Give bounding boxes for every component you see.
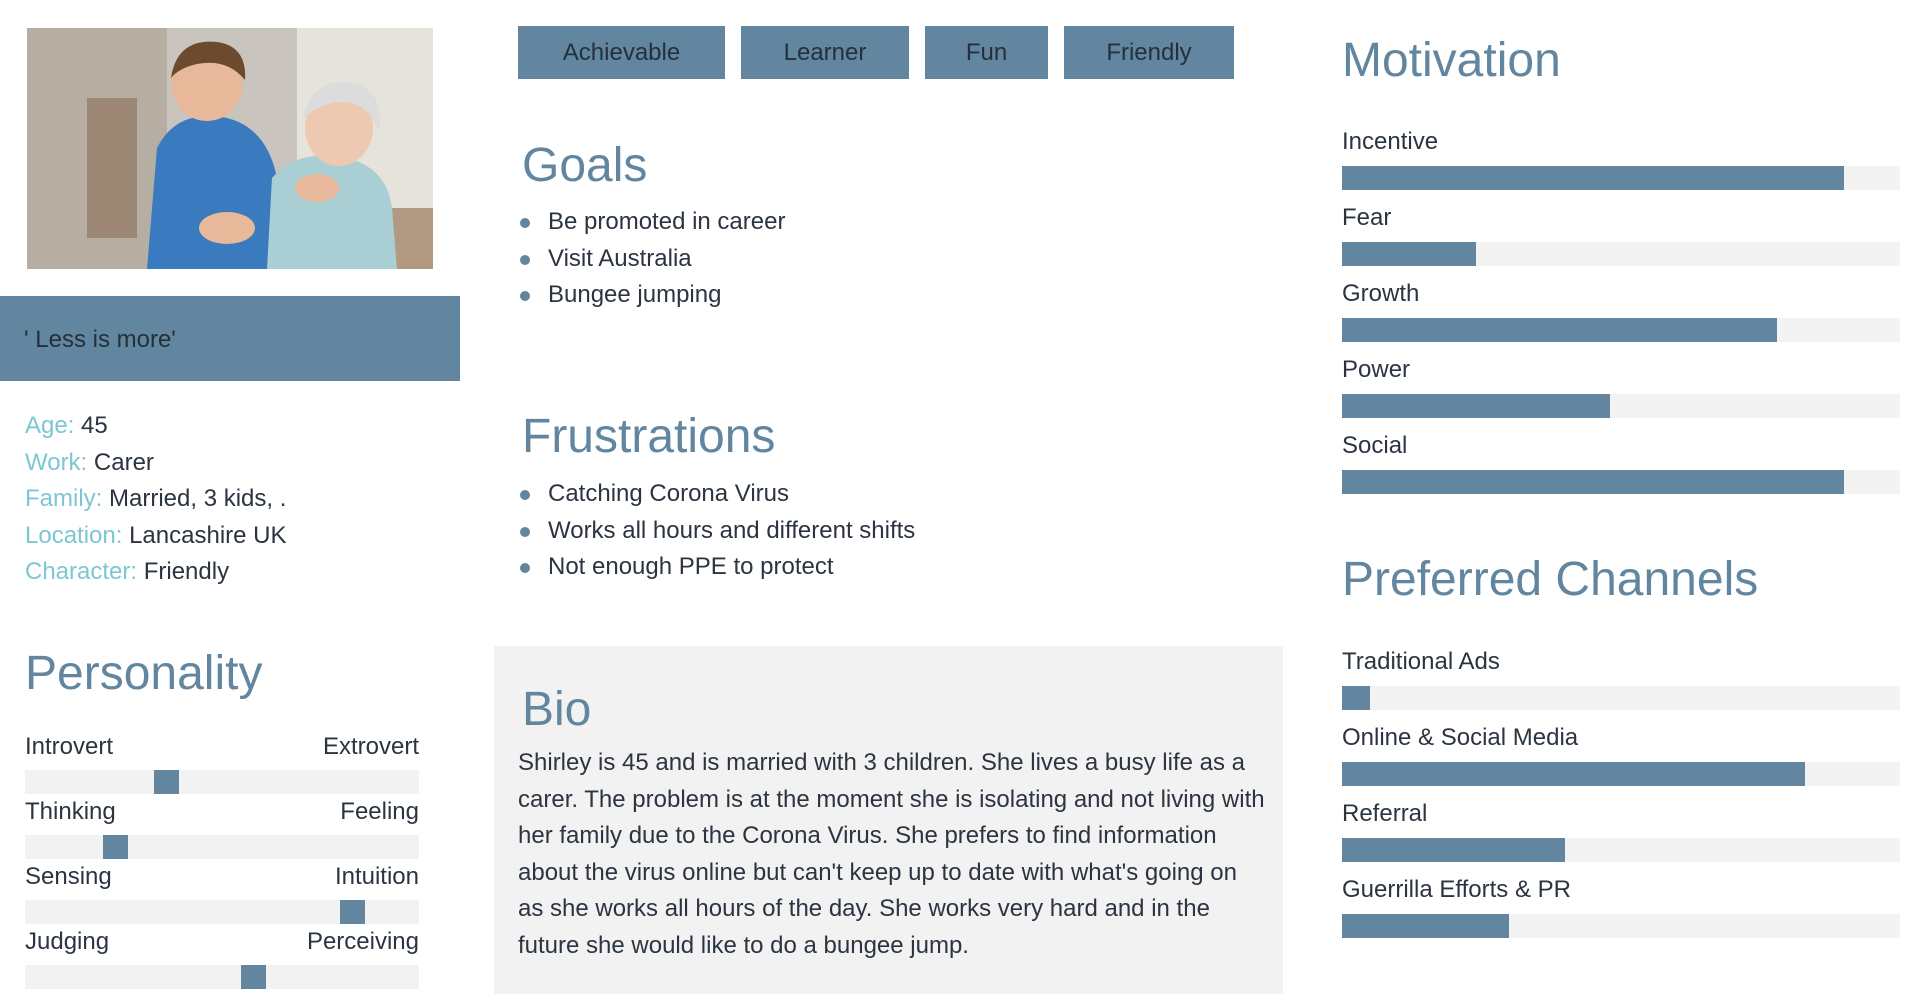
list-item [518,243,785,280]
list-item [518,478,915,515]
frustration-text: Catching Corona Virus [548,480,790,507]
bar-fill [1342,838,1565,862]
channel-bar-online-social [1342,724,1900,794]
slider-marker [103,835,128,859]
bar-track [1342,470,1900,494]
bar-label: Guerrilla Efforts & PR [1342,876,1571,903]
bar-track [1342,762,1900,786]
bar-track [1342,242,1900,266]
bar-label: Social [1342,432,1408,459]
bar-label: Incentive [1342,128,1439,155]
slider-marker [241,965,266,989]
tag-fun[interactable]: Fun [925,26,1048,79]
info-label: Work: [25,448,88,476]
list-item [518,206,785,243]
slider-right-label: Feeling [340,798,419,825]
channel-bar-traditional-ads [1342,648,1900,718]
bar-label: Online & Social Media [1342,724,1579,751]
bullet-icon [520,563,530,573]
slider-track [25,900,419,924]
bar-label: Fear [1342,204,1392,231]
bar-fill [1342,686,1370,710]
bar-label: Traditional Ads [1342,648,1500,675]
personality-slider-sensing-intuition [25,863,419,928]
bio-heading: Bio [522,683,592,736]
personality-slider-thinking-feeling [25,798,419,863]
bar-fill [1342,318,1777,342]
tag-learner[interactable]: Learner [741,26,909,79]
bar-label: Growth [1342,280,1420,307]
info-character [25,555,287,592]
info-family [25,482,287,519]
bullet-icon [520,255,530,265]
info-age [25,409,287,446]
frustrations-heading: Frustrations [522,410,776,463]
bar-track [1342,838,1900,862]
slider-left-label: Sensing [25,863,112,890]
goal-text: Visit Australia [548,244,692,272]
slider-track [25,835,419,859]
slider-track [25,965,419,989]
info-label: Character: [25,558,138,585]
frustrations-list [518,478,915,588]
personality-slider-introvert-extrovert [25,733,419,798]
info-value: Lancashire UK [129,521,287,549]
bar-track [1342,318,1900,342]
tag-friendly[interactable]: Friendly [1064,26,1234,79]
info-value: Married, 3 kids, . [109,485,287,512]
goal-text: Be promoted in career [548,208,786,235]
info-label: Location: [25,521,123,549]
goal-text: Bungee jumping [548,281,722,308]
motivation-bar-growth [1342,280,1900,350]
info-value: Friendly [143,558,230,585]
bar-fill [1342,242,1476,266]
bullet-icon [520,490,530,500]
bar-track [1342,686,1900,710]
slider-left-label: Introvert [25,733,114,760]
slider-right-label: Extrovert [322,733,419,760]
info-work [25,446,287,483]
bar-label: Referral [1342,800,1428,827]
persona-photo-caregiver-icon [27,28,433,269]
goals-heading: Goals [522,139,648,192]
bullet-icon [520,527,530,537]
bar-track [1342,914,1900,938]
personality-slider-judging-perceiving [25,928,419,993]
bio-panel [494,646,1283,994]
tag-achievable[interactable]: Achievable [518,26,725,79]
slider-left-label: Judging [25,928,110,955]
slider-marker [154,770,179,794]
motivation-heading: Motivation [1342,34,1561,87]
info-label: Family: [25,485,103,512]
info-value: Carer [93,448,154,476]
bar-fill [1342,914,1509,938]
channel-bar-guerrilla-pr [1342,876,1900,946]
list-item [518,551,915,588]
info-value: 45 [81,412,108,439]
motivation-bar-incentive [1342,128,1900,198]
bar-label: Power [1342,356,1411,383]
bar-fill [1342,762,1805,786]
frustration-text: Not enough PPE to protect [548,553,834,580]
bar-track [1342,166,1900,190]
demographics [25,409,287,592]
motivation-bar-social [1342,432,1900,502]
personality-heading: Personality [25,647,263,700]
persona-photo [27,28,433,269]
bar-fill [1342,394,1610,418]
slider-marker [340,900,365,924]
persona-quote: ' Less is more' [24,326,176,353]
slider-right-label: Perceiving [306,928,419,955]
persona-quote-banner [0,296,460,381]
list-item [518,279,785,316]
slider-left-label: Thinking [25,798,116,825]
info-location [25,519,287,556]
bullet-icon [520,218,530,228]
slider-track [25,770,419,794]
list-item [518,515,915,552]
bar-fill [1342,166,1844,190]
channels-heading: Preferred Channels [1342,553,1759,606]
motivation-bar-fear [1342,204,1900,274]
info-label: Age: [25,412,75,439]
motivation-bar-power [1342,356,1900,426]
slider-right-label: Intuition [334,863,419,890]
channel-bar-referral [1342,800,1900,870]
bio-text: Shirley is 45 and is married with 3 children. She lives a busy life as a carer. The problem is at the moment she is isolating and not living with her family due to the Corona Virus. She prefers to find information about the virus online but can't keep up to date with what's going on as she works all hours of the day. She works very hard and in the future she would like to do a bungee jump. [518,749,1265,959]
goals-list [518,206,785,316]
bullet-icon [520,291,530,301]
bar-fill [1342,470,1844,494]
bar-track [1342,394,1900,418]
frustration-text: Works all hours and different shifts [548,516,916,544]
